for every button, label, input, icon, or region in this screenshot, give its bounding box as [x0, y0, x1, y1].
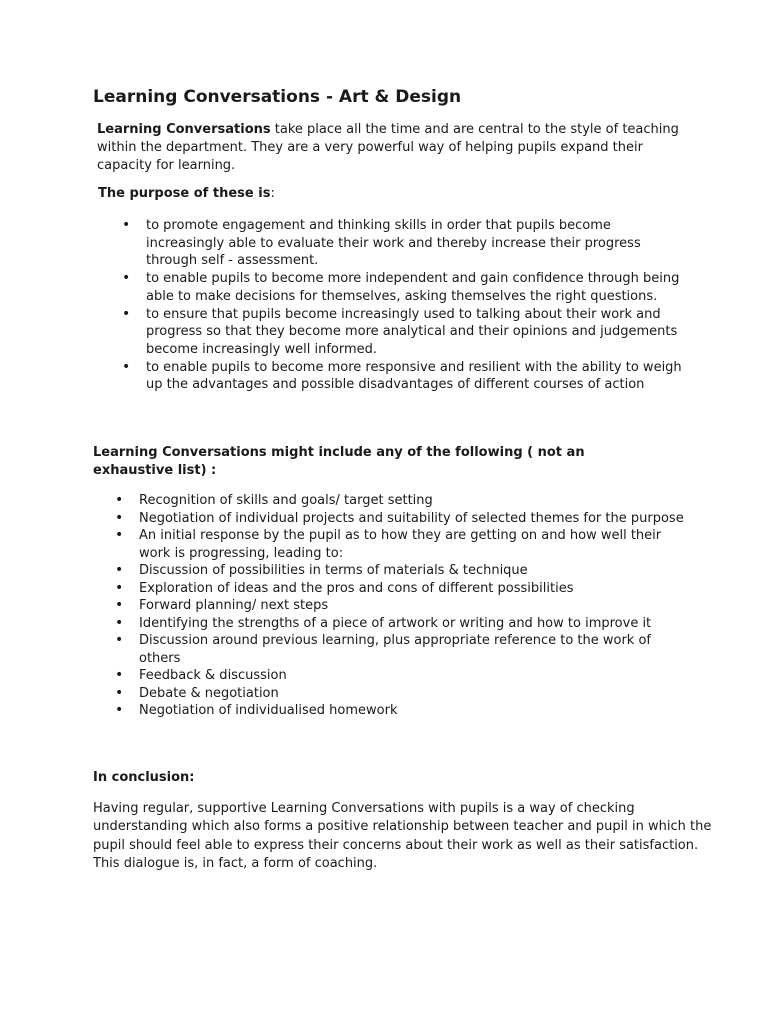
include-list-item: • Negotiation of individualised homework	[139, 702, 684, 720]
include-list-item: • Identifying the strengths of a piece of artwork or writing and how to improve it	[139, 615, 684, 633]
intro-bold-term: Learning Conversations	[97, 122, 271, 137]
page-title: Learning Conversations - Art & Design	[93, 87, 462, 107]
purpose-list-item: • to enable pupils to become more independent and gain confidence through being able to make decisions for themselves, asking themselves the right questions.	[146, 270, 686, 305]
intro-paragraph	[97, 121, 687, 175]
include-list-item: • Recognition of skills and goals/ target setting	[139, 492, 684, 510]
include-heading: Learning Conversations might include any of the following ( not an exhaustive list) :	[93, 445, 585, 478]
conclusion-heading: In conclusion:	[93, 770, 195, 785]
conclusion-paragraph: Having regular, supportive Learning Conversations with pupils is a way of checking understanding which also forms a positive relationship between teacher and pupil in which the pupil should feel able to express their concerns about their work as well as their satisfaction. This dialogue is, in fact, a form of coaching.	[93, 801, 712, 871]
purpose-list	[146, 217, 686, 394]
purpose-heading	[98, 185, 275, 203]
purpose-heading-colon: :	[270, 186, 275, 201]
include-list-item: • An initial response by the pupil as to how they are getting on and how well their work is progressing, leading to:	[139, 527, 684, 562]
include-list-item: • Debate & negotiation	[139, 685, 684, 703]
include-list-item: • Discussion of possibilities in terms of materials & technique	[139, 562, 684, 580]
intro-text: take place all the time and are central to the style of teaching within the department. They are a very powerful way of helping pupils expand their capacity for learning.	[97, 122, 679, 173]
include-list-item: • Discussion around previous learning, plus appropriate reference to the work of others	[139, 632, 684, 667]
purpose-list-item: • to enable pupils to become more responsive and resilient with the ability to weigh up the advantages and possible disadvantages of different courses of action	[146, 359, 686, 394]
purpose-heading-bold: The purpose of these is	[98, 186, 271, 201]
include-list-item: • Exploration of ideas and the pros and cons of different possibilities	[139, 580, 684, 598]
purpose-list-item: • to promote engagement and thinking skills in order that pupils become increasingly able to evaluate their work and thereby increase their progress through self - assessment.	[146, 217, 686, 270]
include-list-item: • Negotiation of individual projects and suitability of selected themes for the purpose	[139, 510, 684, 528]
include-list-item: • Feedback & discussion	[139, 667, 684, 685]
purpose-list-item: • to ensure that pupils become increasingly used to talking about their work and progress so that they become more analytical and their opinions and judgements become increasingly well informed.	[146, 306, 686, 359]
include-list	[139, 492, 684, 720]
include-list-item: • Forward planning/ next steps	[139, 597, 684, 615]
